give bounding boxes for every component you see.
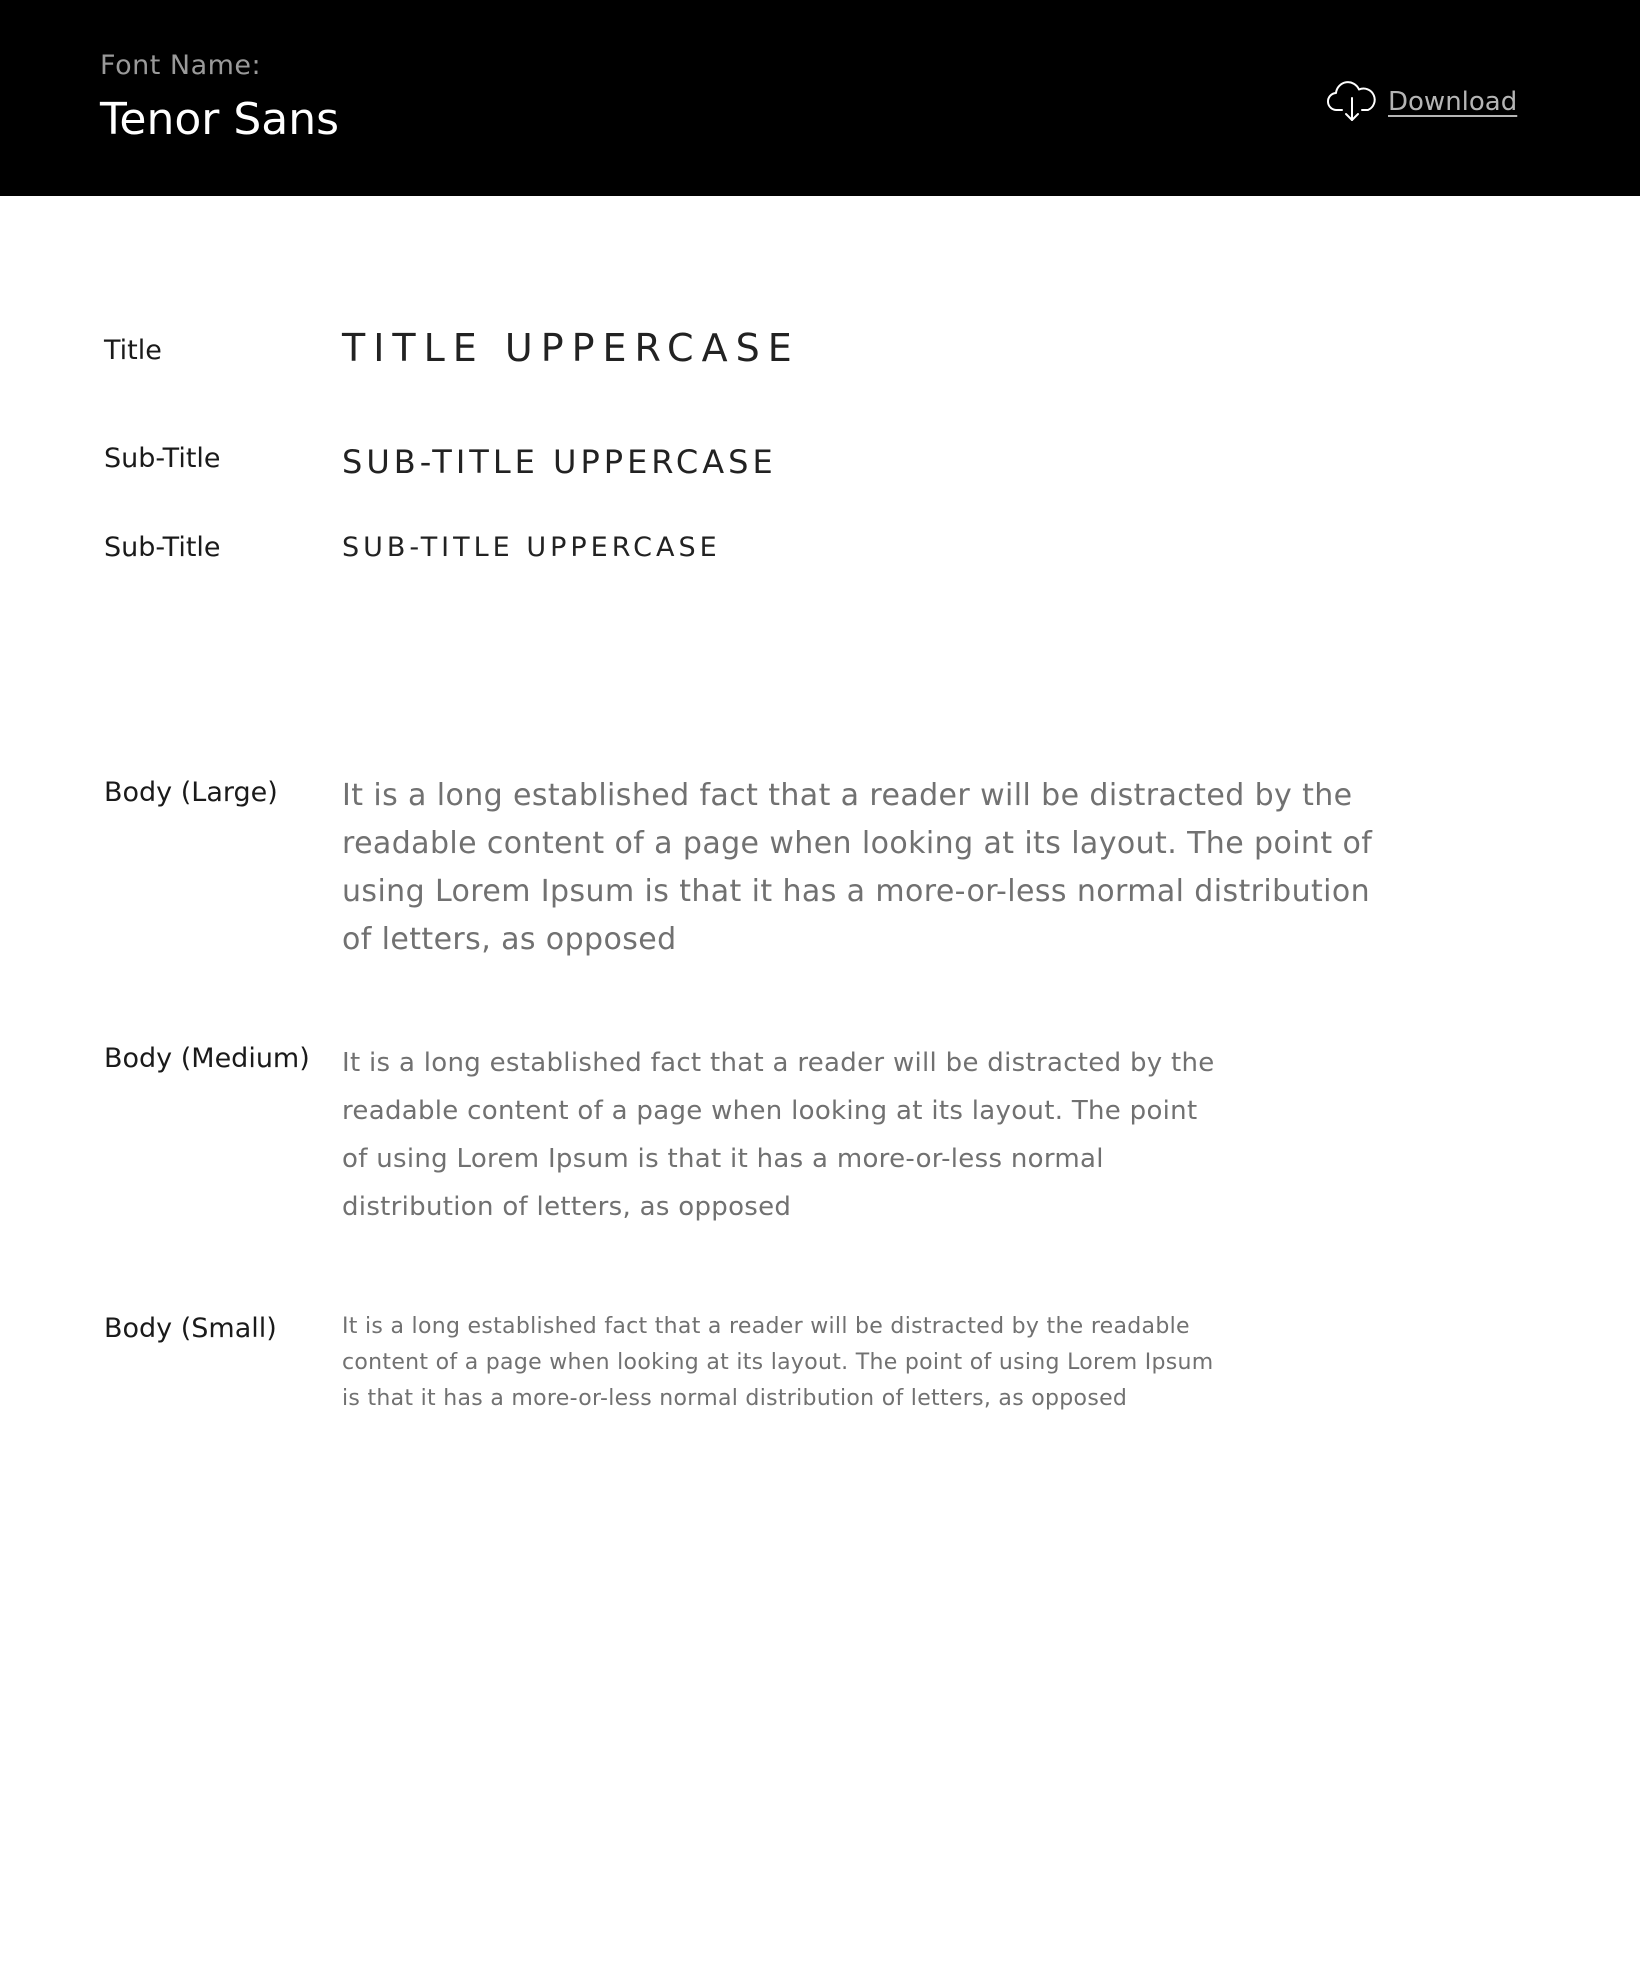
body-large-sample: It is a long established fact that a reader will be distracted by the readable content of a page when looking at its layout. The point of using Lorem Ipsum is that it has a more-or-less normal distribution of letters, as opposed: [342, 778, 1373, 957]
subtitle-large-sample: SUB-TITLE UPPERCASE: [342, 443, 777, 481]
font-name-label: Font Name:: [100, 50, 262, 81]
download-button[interactable]: [1326, 80, 1517, 124]
download-link[interactable]: Download: [1388, 87, 1518, 117]
body-small-sample: It is a long established fact that a reader will be distracted by the readable content of a page when looking at its layout. The point of using Lorem Ipsum is that it has a more-or-less normal distribution of letters, as opposed: [342, 1314, 1214, 1411]
header-bar: [0, 0, 1640, 196]
body-medium-sample: It is a long established fact that a reader will be distracted by the readable content of a page when looking at its layout. The point of using Lorem Ipsum is that it has a more-or-less normal distribution of letters, as opposed: [342, 1048, 1215, 1222]
body-small-row-label: Body (Small): [104, 1313, 277, 1344]
subtitle-large-row-label: Sub-Title: [104, 443, 221, 474]
subtitle-small-sample: SUB-TITLE UPPERCASE: [342, 532, 721, 563]
cloud-download-icon: [1326, 80, 1378, 124]
body-large-row-label: Body (Large): [104, 777, 278, 808]
title-sample: TITLE UPPERCASE: [342, 326, 800, 370]
font-name: Tenor Sans: [100, 94, 340, 145]
subtitle-small-row-label: Sub-Title: [104, 532, 221, 563]
body-medium-row-label: Body (Medium): [104, 1043, 310, 1074]
title-row-label: Title: [104, 335, 162, 366]
